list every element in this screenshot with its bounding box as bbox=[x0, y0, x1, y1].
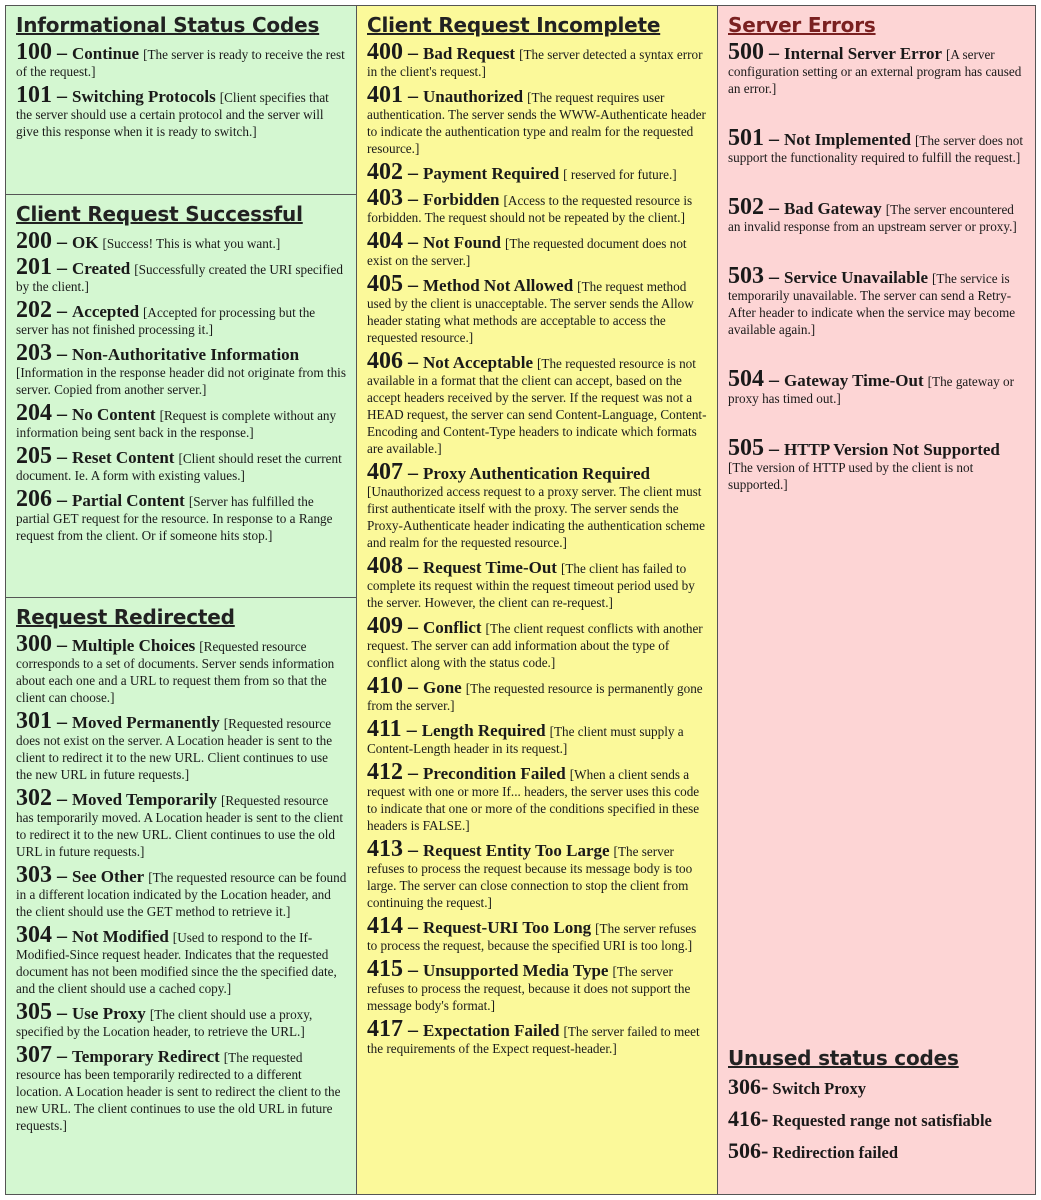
status-code: 206 bbox=[16, 486, 52, 512]
unused-entry-416 bbox=[728, 1106, 992, 1132]
status-dash: – bbox=[52, 489, 72, 511]
status-name: Unauthorized bbox=[423, 87, 524, 106]
status-description: [When a client sends a request with one or more If... headers, the server uses this code to indicate that one or more of the conditions specified in these headers is FALSE.] bbox=[367, 767, 700, 833]
unused-entry-306 bbox=[728, 1074, 992, 1100]
section-title: Client Request Successful bbox=[16, 202, 303, 226]
status-description: [The server is ready to receive the rest of the request.] bbox=[16, 47, 345, 79]
status-entry-414 bbox=[367, 915, 708, 954]
status-description: [ reserved for future.] bbox=[563, 167, 677, 182]
status-name: No Content bbox=[72, 405, 156, 424]
status-description: [Request is complete without any information being sent back in the response.] bbox=[16, 408, 337, 440]
status-entry-410 bbox=[367, 675, 708, 714]
entry-list bbox=[16, 633, 347, 1134]
status-code: 412 bbox=[367, 759, 403, 785]
status-dash: – bbox=[403, 274, 423, 296]
column-green bbox=[6, 6, 357, 1194]
status-name: Expectation Failed bbox=[423, 1021, 560, 1040]
status-code: 305 bbox=[16, 999, 52, 1025]
status-dash: – bbox=[52, 403, 72, 425]
entry-list bbox=[367, 41, 708, 1057]
status-name: Bad Request bbox=[423, 44, 516, 63]
status-description: [The requested resource can be found in a different location indicated by the Location header, and the client should use the GET method to retrieve it.] bbox=[16, 870, 347, 919]
status-dash: – bbox=[764, 369, 784, 391]
status-name: Bad Gateway bbox=[784, 199, 882, 218]
status-code: 411 bbox=[367, 716, 402, 742]
status-entry-301 bbox=[16, 710, 347, 783]
status-description: [Server has fulfilled the partial GET request for the resource. In response to a Range request from the client. Or if someone hits stop.] bbox=[16, 494, 333, 543]
status-name: Accepted bbox=[72, 302, 140, 321]
status-dash: – bbox=[403, 85, 423, 107]
status-dash: – bbox=[403, 676, 423, 698]
status-dash: – bbox=[52, 42, 72, 64]
section-title: Server Errors bbox=[728, 13, 876, 37]
status-code: 501 bbox=[728, 125, 764, 151]
status-code: 205 bbox=[16, 443, 52, 469]
status-entry-401 bbox=[367, 84, 708, 157]
status-dash: – bbox=[52, 1002, 72, 1024]
section-informational bbox=[6, 13, 356, 195]
status-entry-100 bbox=[16, 41, 347, 80]
status-code: 504 bbox=[728, 366, 764, 392]
status-dash: – bbox=[403, 556, 423, 578]
status-name: Multiple Choices bbox=[72, 636, 196, 655]
status-name: Payment Required bbox=[423, 164, 560, 183]
status-entry-300 bbox=[16, 633, 347, 706]
status-name: Conflict bbox=[423, 618, 482, 637]
status-code-sheet bbox=[5, 5, 1036, 1195]
status-entry-503 bbox=[728, 265, 1026, 338]
status-code: 402 bbox=[367, 159, 403, 185]
status-code: 300 bbox=[16, 631, 52, 657]
status-code: 416- bbox=[728, 1106, 769, 1131]
status-entry-415 bbox=[367, 958, 708, 1014]
status-entry-204 bbox=[16, 402, 347, 441]
status-description: [The version of HTTP used by the client is not supported.] bbox=[728, 460, 974, 492]
status-entry-304 bbox=[16, 924, 347, 997]
status-dash: – bbox=[403, 959, 423, 981]
status-code: 304 bbox=[16, 922, 52, 948]
status-entry-303 bbox=[16, 864, 347, 920]
status-name: Internal Server Error bbox=[784, 44, 942, 63]
status-dash: – bbox=[401, 719, 422, 741]
status-dash: – bbox=[403, 839, 423, 861]
status-description: [The server refuses to process the request, because it does not support the message body's format.] bbox=[367, 964, 691, 1013]
status-entry-405 bbox=[367, 273, 708, 346]
status-description: [Successfully created the URI specified by the client.] bbox=[16, 262, 343, 294]
status-code: 407 bbox=[367, 459, 403, 485]
status-code: 505 bbox=[728, 435, 764, 461]
status-entry-403 bbox=[367, 187, 708, 226]
status-dash: – bbox=[52, 788, 72, 810]
status-name: Partial Content bbox=[72, 491, 185, 510]
status-entry-500 bbox=[728, 41, 1026, 97]
status-dash: – bbox=[403, 1019, 423, 1041]
status-name: Created bbox=[72, 259, 131, 278]
status-dash: – bbox=[403, 616, 423, 638]
status-description: [The service is temporarily unavailable. The server can send a Retry-After header to indicate when the service may become available again.] bbox=[728, 271, 1016, 337]
column-pink bbox=[718, 6, 1035, 1194]
status-name: OK bbox=[72, 233, 99, 252]
status-description: [The requested document does not exist on the server.] bbox=[367, 236, 687, 268]
status-dash: – bbox=[52, 85, 72, 107]
status-code: 200 bbox=[16, 228, 52, 254]
status-code: 506- bbox=[728, 1138, 769, 1163]
unused-entry-506 bbox=[728, 1138, 992, 1164]
status-entry-505 bbox=[728, 437, 1026, 493]
status-code: 415 bbox=[367, 956, 403, 982]
status-code: 408 bbox=[367, 553, 403, 579]
status-code: 400 bbox=[367, 39, 403, 65]
status-dash: – bbox=[52, 257, 72, 279]
status-dash: – bbox=[403, 916, 423, 938]
status-description: [Access to the requested resource is forbidden. The request should not be repeated by the client.] bbox=[367, 193, 693, 225]
status-dash: – bbox=[403, 351, 423, 373]
status-dash: – bbox=[52, 446, 72, 468]
status-name: Request-URI Too Long bbox=[423, 918, 592, 937]
status-name: Not Modified bbox=[72, 927, 169, 946]
status-entry-417 bbox=[367, 1018, 708, 1057]
status-entry-501 bbox=[728, 127, 1026, 166]
status-dash: – bbox=[403, 188, 423, 210]
status-entry-404 bbox=[367, 230, 708, 269]
status-dash: – bbox=[403, 462, 423, 484]
status-description: [The server failed to meet the requirements of the Expect request-header.] bbox=[367, 1024, 700, 1056]
section-title: Informational Status Codes bbox=[16, 13, 320, 37]
status-code: 303 bbox=[16, 862, 52, 888]
status-description: [The client must supply a Content-Length header in its request.] bbox=[367, 724, 684, 756]
status-entry-400 bbox=[367, 41, 708, 80]
status-entry-408 bbox=[367, 555, 708, 611]
status-description: [The gateway or proxy has timed out.] bbox=[728, 374, 1015, 406]
status-name: Gone bbox=[423, 678, 462, 697]
status-name: Not Acceptable bbox=[423, 353, 534, 372]
status-name: Precondition Failed bbox=[423, 764, 566, 783]
status-name: Not Found bbox=[423, 233, 501, 252]
status-name: Continue bbox=[72, 44, 140, 63]
status-code: 306- bbox=[728, 1074, 769, 1099]
status-name: Unsupported Media Type bbox=[423, 961, 609, 980]
status-name: Service Unavailable bbox=[784, 268, 929, 287]
status-name: HTTP Version Not Supported bbox=[784, 440, 1000, 459]
status-description: [The requested resource is permanently gone from the server.] bbox=[367, 681, 703, 713]
status-name: Redirection failed bbox=[772, 1143, 899, 1162]
status-code: 307 bbox=[16, 1042, 52, 1068]
status-name: Switching Protocols bbox=[72, 87, 216, 106]
status-dash: – bbox=[403, 162, 423, 184]
status-code: 403 bbox=[367, 185, 403, 211]
status-code: 500 bbox=[728, 39, 764, 65]
status-description: [Requested resource corresponds to a set of documents. Server sends information about each one and a URL to request them from so that the client can choose.] bbox=[16, 639, 335, 705]
status-dash: – bbox=[52, 711, 72, 733]
status-description: [The server does not support the functionality required to fulfill the request.] bbox=[728, 133, 1024, 165]
status-dash: – bbox=[403, 42, 423, 64]
status-dash: – bbox=[764, 197, 784, 219]
status-description: [Requested resource has temporarily moved. A Location header is sent to the client to redirect it to the new URL. Client continues to use the old URL in future requests.] bbox=[16, 793, 344, 859]
status-name: Forbidden bbox=[423, 190, 500, 209]
status-code: 417 bbox=[367, 1016, 403, 1042]
status-name: Proxy Authentication Required bbox=[423, 464, 650, 483]
status-dash: – bbox=[52, 865, 72, 887]
status-name: Length Required bbox=[421, 721, 546, 740]
status-dash: – bbox=[764, 42, 784, 64]
status-entry-302 bbox=[16, 787, 347, 860]
status-code: 413 bbox=[367, 836, 403, 862]
status-name: Gateway Time-Out bbox=[784, 371, 924, 390]
status-entry-407 bbox=[367, 461, 708, 551]
status-code: 409 bbox=[367, 613, 403, 639]
status-dash: – bbox=[764, 128, 784, 150]
status-dash: – bbox=[52, 300, 72, 322]
section-successful bbox=[6, 202, 356, 598]
status-description: [Information in the response header did not originate from this server. Copied from another server.] bbox=[16, 365, 346, 397]
status-code: 406 bbox=[367, 348, 403, 374]
status-code: 503 bbox=[728, 263, 764, 289]
status-code: 101 bbox=[16, 82, 52, 108]
status-entry-200 bbox=[16, 230, 347, 252]
status-name: Temporary Redirect bbox=[72, 1047, 220, 1066]
status-entry-201 bbox=[16, 256, 347, 295]
status-dash: – bbox=[764, 438, 784, 460]
status-name: Use Proxy bbox=[72, 1004, 146, 1023]
section-incomplete bbox=[357, 13, 717, 1057]
status-entry-406 bbox=[367, 350, 708, 457]
status-description: [Success! This is what you want.] bbox=[102, 236, 281, 251]
status-code: 410 bbox=[367, 673, 403, 699]
status-dash: – bbox=[52, 925, 72, 947]
status-description: [The client request conflicts with another request. The server can add information about the type of conflict along with the status code.] bbox=[367, 621, 703, 670]
status-name: Reset Content bbox=[72, 448, 175, 467]
status-dash: – bbox=[52, 1045, 72, 1067]
status-entry-205 bbox=[16, 445, 347, 484]
status-description: [The requested resource is not available in a format that the client can accept, based on the accept headers received by the server. If the request was not a HEAD request, the server can send Content-Language, Content-Encoding and Content-Type headers to indicate which formats are available.] bbox=[367, 356, 707, 456]
status-name: Request Entity Too Large bbox=[423, 841, 610, 860]
section-title: Unused status codes bbox=[728, 1046, 959, 1070]
status-code: 204 bbox=[16, 400, 52, 426]
status-description: [A server configuration setting or an external program has caused an error.] bbox=[728, 47, 1022, 96]
status-entry-502 bbox=[728, 196, 1026, 235]
status-dash: – bbox=[764, 266, 784, 288]
status-name: Not Implemented bbox=[784, 130, 912, 149]
status-name: Moved Temporarily bbox=[72, 790, 217, 809]
entry-list bbox=[16, 230, 347, 544]
status-name: Switch Proxy bbox=[772, 1079, 866, 1098]
status-name: See Other bbox=[72, 867, 145, 886]
status-code: 405 bbox=[367, 271, 403, 297]
status-description: [The server encountered an invalid response from an upstream server or proxy.] bbox=[728, 202, 1017, 234]
status-entry-409 bbox=[367, 615, 708, 671]
status-description: [The server detected a syntax error in the client's request.] bbox=[367, 47, 703, 79]
status-description: [Used to respond to the If-Modified-Since request header. Indicates that the requested document has not been modified since the the specified date, and the client should use a cached copy.] bbox=[16, 930, 337, 996]
status-dash: – bbox=[52, 231, 72, 253]
status-code: 202 bbox=[16, 297, 52, 323]
status-entry-412 bbox=[367, 761, 708, 834]
status-name: Request Time-Out bbox=[423, 558, 557, 577]
status-dash: – bbox=[403, 762, 423, 784]
status-description: [The client should use a proxy, specified by the Location header, to retrieve the URL.] bbox=[16, 1007, 313, 1039]
status-description: [Accepted for processing but the server has not finished processing it.] bbox=[16, 305, 316, 337]
status-code: 301 bbox=[16, 708, 52, 734]
status-description: [Client should reset the current document. Ie. A form with existing values.] bbox=[16, 451, 342, 483]
status-entry-206 bbox=[16, 488, 347, 544]
section-unused bbox=[728, 1039, 992, 1170]
status-entry-504 bbox=[728, 368, 1026, 407]
status-code: 414 bbox=[367, 913, 403, 939]
status-description: [Unauthorized access request to a proxy server. The client must first authenticate itself with the proxy. The server sends the Proxy-Authenticate header indicating the authentication scheme and realm for the requested resource.] bbox=[367, 484, 705, 550]
status-entry-307 bbox=[16, 1044, 347, 1134]
status-code: 302 bbox=[16, 785, 52, 811]
entry-list bbox=[16, 41, 347, 140]
status-code: 404 bbox=[367, 228, 403, 254]
status-description: [The client has failed to complete its request within the request timeout period used by the server. However, the client can re-request.] bbox=[367, 561, 695, 610]
status-name: Moved Permanently bbox=[72, 713, 220, 732]
status-description: [Requested resource does not exist on the server. A Location header is sent to the client to redirect it to the new URL. Client continues to use the new URL in future requests.] bbox=[16, 716, 333, 782]
status-description: [The request method used by the client is unacceptable. The server sends the Allow header stating what methods are acceptable to access the requested resource.] bbox=[367, 279, 694, 345]
status-entry-402 bbox=[367, 161, 708, 183]
status-description: [The server refuses to process the request because its message body is too large. The server can close connection to stop the client from continuing the request.] bbox=[367, 844, 693, 910]
status-entry-413 bbox=[367, 838, 708, 911]
section-title: Client Request Incomplete bbox=[367, 13, 661, 37]
section-server-errors bbox=[718, 13, 1035, 493]
section-redirected bbox=[6, 605, 356, 1134]
status-description: [The requested resource has been temporarily redirected to a different location. A Location header is sent to redirect the client to the new URL. The client continues to use the old URL in future requests.] bbox=[16, 1050, 341, 1133]
section-title: Request Redirected bbox=[16, 605, 235, 629]
status-code: 502 bbox=[728, 194, 764, 220]
status-entry-203 bbox=[16, 342, 347, 398]
status-dash: – bbox=[52, 634, 72, 656]
status-dash: – bbox=[403, 231, 423, 253]
status-dash: – bbox=[52, 343, 72, 365]
status-entry-202 bbox=[16, 299, 347, 338]
status-description: [The server refuses to process the request, because the specified URI is too long.] bbox=[367, 921, 697, 953]
status-description: [Client specifies that the server should use a certain protocol and the server will give this response when it is ready to switch.] bbox=[16, 90, 329, 139]
status-entry-411 bbox=[367, 718, 708, 757]
status-name: Non-Authoritative Information bbox=[72, 345, 300, 364]
status-code: 401 bbox=[367, 82, 403, 108]
status-entry-101 bbox=[16, 84, 347, 140]
status-code: 203 bbox=[16, 340, 52, 366]
status-name: Method Not Allowed bbox=[423, 276, 574, 295]
status-code: 100 bbox=[16, 39, 52, 65]
status-code: 201 bbox=[16, 254, 52, 280]
status-entry-305 bbox=[16, 1001, 347, 1040]
column-yellow bbox=[357, 6, 718, 1194]
entry-list bbox=[728, 41, 1026, 493]
status-description: [The request requires user authentication. The server sends the WWW-Authenticate header to indicate the authentication type and realm for the requested resource.] bbox=[367, 90, 706, 156]
unused-list bbox=[728, 1074, 992, 1164]
status-name: Requested range not satisfiable bbox=[772, 1111, 992, 1130]
